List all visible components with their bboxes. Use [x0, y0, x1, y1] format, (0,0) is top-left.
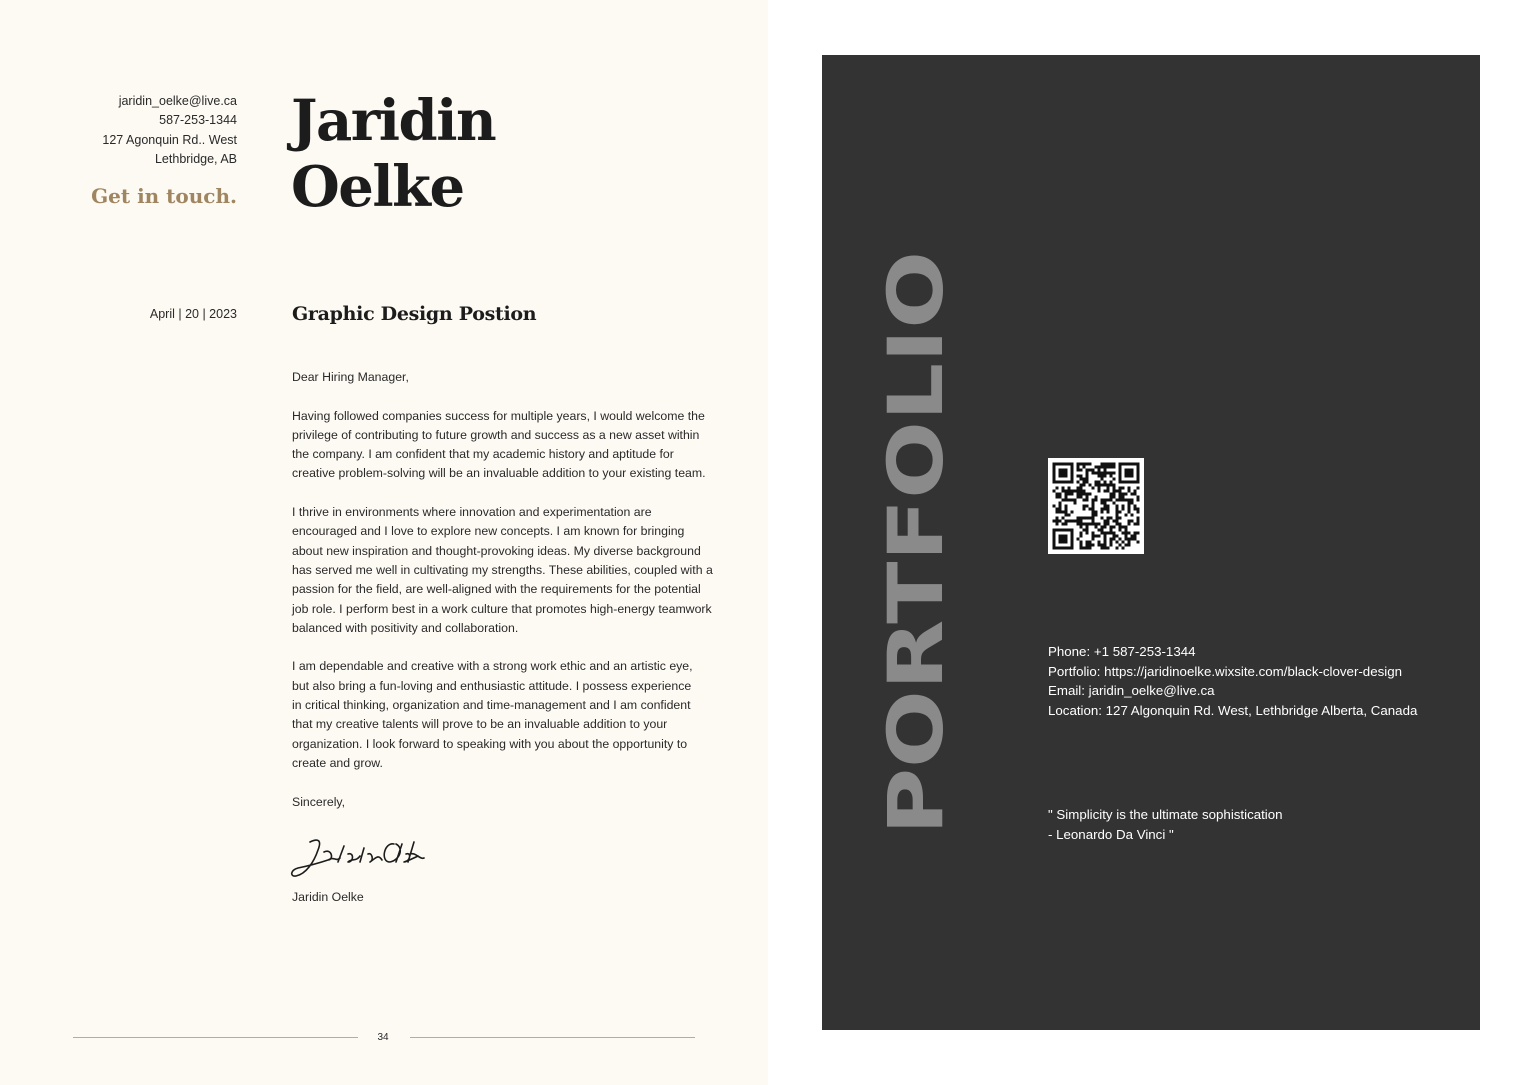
- paragraph-line: privilege of contributing to future growth and success as a new asset within: [292, 427, 700, 442]
- paragraph-line: I thrive in environments where innovation and experimentation are: [292, 505, 652, 520]
- paragraph-line: encouraged and I love to explore new concepts. I am known for bringing: [292, 524, 685, 539]
- paragraph-line: creative problem-solving will be an invaluable addition to your existing team.: [292, 466, 706, 481]
- contact-block: [102, 92, 237, 170]
- page-number: 34: [377, 1032, 389, 1043]
- paragraph-line: passion for the field, are well-aligned with the requirements for the potential: [292, 582, 701, 597]
- portfolio-url: Portfolio: https://jaridinoelke.wixsite.com/black-clover-design: [1048, 663, 1402, 679]
- paragraph-line: organization. I look forward to speaking with you about the opportunity to: [292, 736, 688, 751]
- quote-line-1: " Simplicity is the ultimate sophistication: [1048, 807, 1283, 822]
- paragraph-line: has served me well in cultivating my strengths. These abilities, coupled with a: [292, 562, 713, 577]
- paragraph-3: [292, 657, 732, 773]
- paragraph-1: [292, 407, 732, 484]
- qr-code-icon: [1048, 458, 1144, 554]
- paragraph-line: but also bring a fun-loving and enthusiastic attitude. I possess experience: [292, 678, 692, 693]
- letter-subject: Graphic Design Postion: [292, 303, 537, 325]
- paragraph-line: job role. I perform best in a work culture that promotes high-energy teamwork: [292, 601, 712, 616]
- paragraph-line: I am dependable and creative with a strong work ethic and an artistic eye,: [292, 659, 693, 674]
- paragraph-line: balanced with positivity and collaboration.: [292, 620, 519, 635]
- signed-name: Jaridin Oelke: [292, 890, 364, 904]
- contact-address: 127 Agonquin Rd.. West: [102, 132, 237, 147]
- footer-divider-right: [410, 1037, 695, 1038]
- portfolio-vertical-title: [871, 251, 960, 835]
- paragraph-2: [292, 503, 732, 638]
- portfolio-page: [768, 0, 1534, 1085]
- get-in-touch-heading: Get in touch.: [91, 184, 237, 208]
- paragraph-line: the company. I am confident that my academic history and aptitude for: [292, 447, 674, 462]
- last-name: Oelke: [291, 154, 464, 220]
- letter-body: [292, 368, 732, 831]
- letter-date: April | 20 | 2023: [149, 307, 237, 321]
- paragraph-line: Having followed companies success for multiple years, I would welcome the: [292, 408, 705, 423]
- paragraph-line: about new inspiration and thought-provoking ideas. My diverse background: [292, 543, 701, 558]
- portfolio-contact-info: [1048, 642, 1417, 720]
- portfolio-title-text: PORTFOLIO: [871, 349, 960, 835]
- paragraph-line: in critical thinking, organization and time-management and I am confident: [292, 698, 691, 713]
- signature-icon: [288, 832, 428, 884]
- salutation: Dear Hiring Manager,: [292, 370, 409, 384]
- contact-city: Lethbridge, AB: [154, 152, 237, 167]
- quote-line-2: - Leonardo Da Vinci ": [1048, 826, 1174, 842]
- closing: Sincerely,: [292, 794, 346, 809]
- quote: [1048, 805, 1283, 844]
- paragraph-line: create and grow.: [292, 755, 383, 770]
- first-name: Jaridin: [291, 88, 496, 154]
- contact-email: jaridin_oelke@live.ca: [118, 94, 237, 108]
- contact-phone: 587-253-1344: [159, 113, 237, 128]
- portfolio-email: Email: jaridin_oelke@live.ca: [1048, 683, 1215, 698]
- portfolio-panel: [822, 55, 1480, 1030]
- portfolio-phone: Phone: +1 587-253-1344: [1048, 644, 1196, 659]
- portfolio-location: Location: 127 Algonquin Rd. West, Lethbridge Alberta, Canada: [1048, 702, 1418, 718]
- applicant-name: [291, 88, 495, 220]
- footer-divider-left: [73, 1037, 358, 1038]
- paragraph-line: that my creative talents will prove to be an invaluable addition to your: [292, 717, 668, 732]
